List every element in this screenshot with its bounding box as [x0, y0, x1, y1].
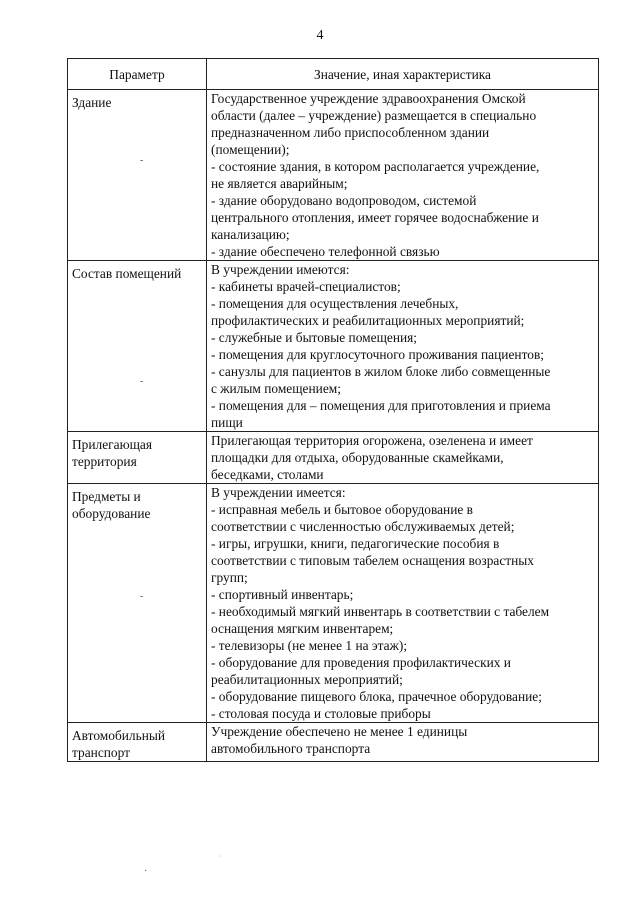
value-line: - состояние здания, в котором располагается учреждение, — [211, 159, 540, 174]
parameter-cell — [68, 484, 207, 723]
value-line: - оборудование пищевого блока, прачечное оборудование; — [211, 689, 542, 704]
value-line: В учреждении имеются: — [211, 262, 350, 277]
value-line: канализацию; — [211, 227, 290, 242]
value-line: беседками, столами — [211, 467, 324, 482]
value-line: Государственное учреждение здравоохранения Омской — [211, 91, 526, 106]
table-row — [68, 723, 599, 762]
parameters-table — [67, 58, 599, 762]
value-line: автомобильного транспорта — [211, 741, 371, 756]
value-line: - здание обеспечено телефонной связью — [211, 244, 440, 259]
parameter-label: Здание — [72, 95, 112, 110]
parameter-label: Состав помещений — [72, 266, 182, 281]
value-cell — [207, 432, 599, 484]
parameter-label: Автомобильный транспорт — [72, 728, 166, 760]
value-line: - исправная мебель и бытовое оборудование в — [211, 502, 473, 517]
table-row — [68, 484, 599, 723]
table-row — [68, 432, 599, 484]
value-cell — [207, 261, 599, 432]
value-line: соответствии с типовым табелем оснащения возрастных — [211, 553, 534, 568]
value-line: В учреждении имеется: — [211, 485, 346, 500]
value-line: пищи — [211, 415, 243, 430]
table-row — [68, 90, 599, 261]
value-line: соответствии с численностью обслуживаемых детей; — [211, 519, 515, 534]
value-line: Учреждение обеспечено не менее 1 единицы — [211, 724, 468, 739]
value-cell — [207, 90, 599, 261]
value-line: - служебные и бытовые помещения; — [211, 330, 418, 345]
value-line: Прилегающая территория огорожена, озеленена и имеет — [211, 433, 533, 448]
scan-mark: - — [140, 591, 144, 602]
parameter-cell — [68, 723, 207, 762]
value-line: - помещения для – помещения для приготовления и приема — [211, 398, 551, 413]
value-cell — [207, 723, 599, 762]
column-header-value: Значение, иная характеристика — [207, 59, 599, 90]
value-line: - помещения для круглосуточного проживания пациентов; — [211, 347, 544, 362]
value-line: - телевизоры (не менее 1 на этаж); — [211, 638, 408, 653]
value-line: групп; — [211, 570, 248, 585]
value-line: профилактических и реабилитационных мероприятий; — [211, 313, 525, 328]
value-line: - санузлы для пациентов в жилом блоке либо совмещенные — [211, 364, 551, 379]
parameter-label: Предметы и оборудование — [72, 489, 151, 521]
value-line: оснащения мягким инвентарем; — [211, 621, 394, 636]
value-line: с жилым помещением; — [211, 381, 341, 396]
value-line: реабилитационных мероприятий; — [211, 672, 403, 687]
value-line: - помещения для осуществления лечебных, — [211, 296, 459, 311]
page-number: 4 — [316, 28, 324, 43]
scan-mark: - — [140, 155, 144, 166]
column-header-parameter: Параметр — [68, 59, 207, 90]
value-line: центрального отопления, имеет горячее водоснабжение и — [211, 210, 539, 225]
parameter-cell — [68, 261, 207, 432]
value-line: - кабинеты врачей-специалистов; — [211, 279, 401, 294]
value-line: - здание оборудовано водопроводом, системой — [211, 193, 477, 208]
table-header-row — [68, 59, 599, 90]
value-line: - игры, игрушки, книги, педагогические пособия в — [211, 536, 500, 551]
value-line: - необходимый мягкий инвентарь в соответствии с табелем — [211, 604, 550, 619]
value-line: - оборудование для проведения профилактических и — [211, 655, 511, 670]
scan-mark: · — [218, 852, 221, 861]
parameter-cell — [68, 90, 207, 261]
value-line: - спортивный инвентарь; — [211, 587, 354, 602]
value-cell — [207, 484, 599, 723]
parameter-cell — [68, 432, 207, 484]
scan-mark: - — [140, 376, 144, 387]
scan-mark: · — [144, 866, 148, 877]
value-line: площадки для отдыха, оборудованные скамейками, — [211, 450, 504, 465]
value-line: не является аварийным; — [211, 176, 348, 191]
value-line: - столовая посуда и столовые приборы — [211, 706, 431, 721]
value-line: предназначенном либо приспособленном здании — [211, 125, 490, 140]
value-line: (помещении); — [211, 142, 290, 157]
parameter-label: Прилегающая территория — [72, 437, 153, 469]
table-row — [68, 261, 599, 432]
value-line: области (далее – учреждение) размещается в специально — [211, 108, 537, 123]
